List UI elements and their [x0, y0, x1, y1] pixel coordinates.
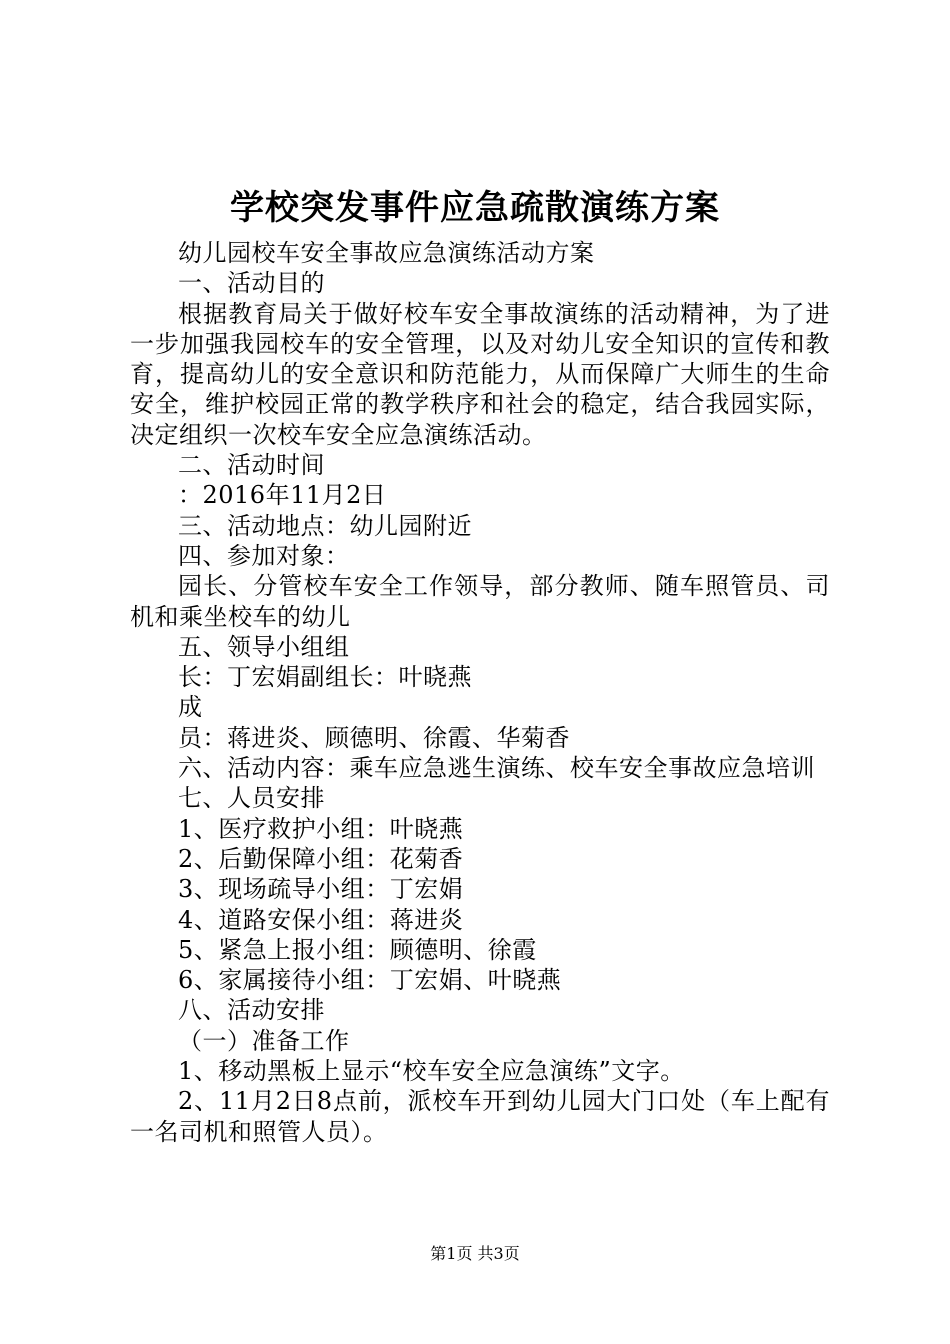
subsection-heading: （一）准备工作 [178, 1026, 350, 1055]
section-heading: 七、人员安排 [178, 784, 325, 813]
section-heading: 三、活动地点：幼儿园附近 [178, 511, 472, 540]
section-heading: 一、活动目的 [178, 269, 325, 298]
paragraph: 员：蒋进炎、顾德明、徐霞、华菊香 [178, 723, 570, 752]
paragraph: 根据教育局关于做好校车安全事故演练的活动精神，为了进一步加强我园校车的安全管理，以及对幼儿安全知识的宣传和教育，提高幼儿的安全意识和防范能力，从而保障广大师生的生命安全，维护校园正常的教学秩序和社会的稳定，结合我园实际，决定组织一次校车安全应急演练活动。 [130, 299, 830, 449]
document-title: 学校突发事件应急疏散演练方案 [230, 188, 720, 228]
list-item: 6、家属接待小组：丁宏娟、叶晓燕 [178, 966, 562, 995]
page-indicator: 第1页 共3页 [430, 1244, 520, 1263]
document-body [130, 238, 830, 1147]
list-item: 2、11月2日8点前，派校车开到幼儿园大门口处（车上配有一名司机和照管人员）。 [130, 1087, 830, 1146]
paragraph: 长：丁宏娟副组长：叶晓燕 [178, 663, 472, 692]
list-item: 5、紧急上报小组：顾德明、徐霞 [178, 935, 537, 964]
section-heading: 六、活动内容：乘车应急逃生演练、校车安全事故应急培训 [178, 754, 815, 783]
section-heading: 八、活动安排 [178, 996, 325, 1025]
list-item: 1、医疗救护小组：叶晓燕 [178, 814, 464, 843]
section-heading: 四、参加对象： [178, 541, 350, 570]
list-item: 4、道路安保小组：蒋进炎 [178, 905, 464, 934]
list-item: 3、现场疏导小组：丁宏娟 [178, 875, 464, 904]
section-heading: 二、活动时间 [178, 451, 325, 480]
paragraph: ：2016年11月2日 [178, 481, 387, 510]
list-item: 1、移动黑板上显示“校车安全应急演练”文字。 [178, 1057, 685, 1086]
section-heading: 五、领导小组组 [178, 632, 350, 661]
paragraph: 园长、分管校车安全工作领导，部分教师、随车照管员、司机和乘坐校车的幼儿 [130, 572, 830, 631]
paragraph: 成 [178, 693, 203, 722]
list-item: 2、后勤保障小组：花菊香 [178, 844, 464, 873]
paragraph: 幼儿园校车安全事故应急演练活动方案 [178, 239, 595, 267]
